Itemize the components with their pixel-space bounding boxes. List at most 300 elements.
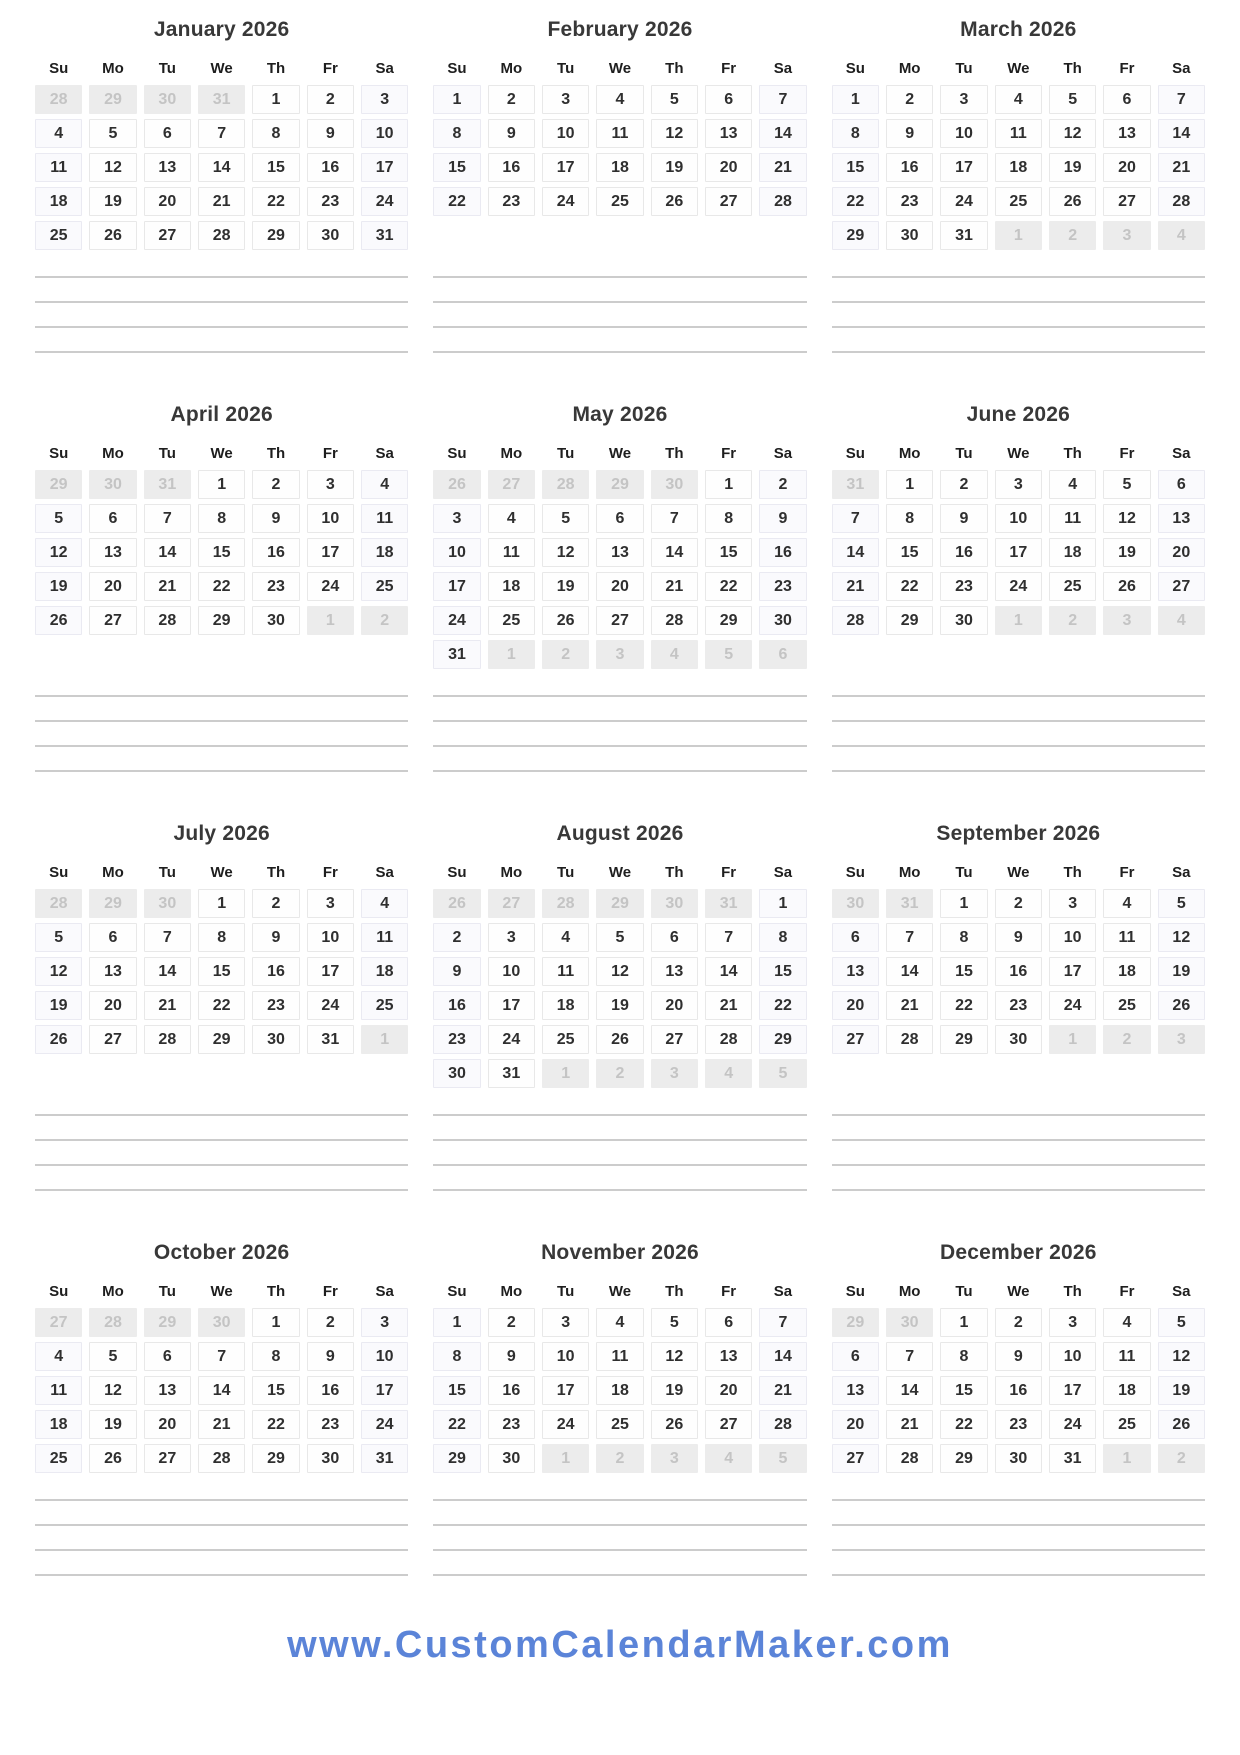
- weekday-header: Su: [845, 1282, 865, 1300]
- day-cell: 10: [361, 119, 408, 148]
- day-cell: 27: [705, 187, 752, 216]
- day-cell: 17: [1049, 1376, 1096, 1405]
- day-cell: 2: [307, 85, 354, 114]
- notes-lines: [433, 1473, 806, 1576]
- note-line: [433, 747, 806, 772]
- day-cell: 8: [252, 119, 299, 148]
- day-cell: 2: [596, 1444, 643, 1473]
- weekday-header: Sa: [1172, 863, 1191, 881]
- day-cell: 2: [488, 85, 535, 114]
- weeks-grid: [832, 470, 1205, 635]
- weekday-header: Su: [49, 59, 69, 77]
- day-cell: 17: [542, 153, 589, 182]
- day-cell: 27: [488, 470, 535, 499]
- day-cell: 18: [35, 1410, 82, 1439]
- day-cell: 9: [488, 119, 535, 148]
- day-cell: 22: [832, 187, 879, 216]
- day-cell: 4: [361, 889, 408, 918]
- day-cell: 16: [886, 153, 933, 182]
- day-cell: 15: [198, 538, 245, 567]
- weekday-header: We: [608, 1282, 632, 1300]
- weekday-header: Fr: [322, 863, 338, 881]
- weekday-header-row: [35, 58, 408, 78]
- day-cell: 3: [995, 470, 1042, 499]
- day-cell: 30: [759, 606, 806, 635]
- month-title: April 2026: [170, 403, 273, 426]
- day-cell: 12: [1049, 119, 1096, 148]
- day-cell: 30: [144, 889, 191, 918]
- day-cell: 24: [488, 1025, 535, 1054]
- day-cell: 18: [995, 153, 1042, 182]
- day-cell: 1: [542, 1059, 589, 1088]
- day-cell: 31: [433, 640, 480, 669]
- weekday-header: Mo: [500, 1282, 523, 1300]
- weekday-header: Fr: [322, 1282, 338, 1300]
- weekday-header: Sa: [773, 1282, 793, 1300]
- day-cell: 5: [1158, 889, 1205, 918]
- day-cell: 28: [886, 1025, 933, 1054]
- day-cell: 31: [307, 1025, 354, 1054]
- day-cell: 1: [940, 1308, 987, 1337]
- note-line: [832, 328, 1205, 353]
- notes-lines: [35, 1088, 408, 1191]
- day-cell: 16: [433, 991, 480, 1020]
- weekday-header: Tu: [557, 444, 575, 462]
- weekday-header: Sa: [1172, 59, 1191, 77]
- day-cell: 21: [144, 991, 191, 1020]
- month-november: [433, 1233, 806, 1576]
- day-cell: 29: [198, 1025, 245, 1054]
- note-line: [35, 1526, 408, 1551]
- weekday-header: Sa: [773, 863, 793, 881]
- months-grid: [35, 10, 1205, 1576]
- weeks-grid: [35, 85, 408, 250]
- weekday-header: Th: [1063, 1282, 1082, 1300]
- day-cell: 9: [307, 119, 354, 148]
- day-cell: 20: [1103, 153, 1150, 182]
- note-line: [433, 1116, 806, 1141]
- weekday-header: Sa: [375, 59, 394, 77]
- day-cell: 16: [995, 957, 1042, 986]
- day-cell: 1: [995, 221, 1042, 250]
- day-cell: 3: [596, 640, 643, 669]
- day-cell: 15: [433, 1376, 480, 1405]
- day-cell: 11: [35, 1376, 82, 1405]
- note-line: [35, 722, 408, 747]
- day-cell: 10: [307, 504, 354, 533]
- weekday-header: Fr: [1119, 1282, 1135, 1300]
- day-cell: 23: [940, 572, 987, 601]
- day-cell: 4: [596, 1308, 643, 1337]
- day-cell: 21: [759, 1376, 806, 1405]
- day-cell: 3: [651, 1444, 698, 1473]
- day-cell: 1: [995, 606, 1042, 635]
- day-cell: 19: [35, 572, 82, 601]
- weekday-header: Sa: [375, 863, 394, 881]
- day-cell: 3: [307, 889, 354, 918]
- day-cell: 31: [198, 85, 245, 114]
- note-line: [433, 278, 806, 303]
- day-cell: 4: [35, 1342, 82, 1371]
- day-cell: 30: [144, 85, 191, 114]
- day-cell: 26: [89, 1444, 136, 1473]
- weekday-header: Th: [266, 863, 286, 881]
- day-cell: 9: [307, 1342, 354, 1371]
- day-cell: 29: [596, 889, 643, 918]
- day-cell: 12: [651, 119, 698, 148]
- day-cell: 29: [252, 221, 299, 250]
- weekday-header: Tu: [158, 863, 176, 881]
- note-line: [35, 1116, 408, 1141]
- day-cell: 28: [759, 187, 806, 216]
- day-cell: 26: [1158, 1410, 1205, 1439]
- day-cell: 13: [89, 957, 136, 986]
- weekday-header: Fr: [322, 444, 338, 462]
- day-cell: 11: [596, 1342, 643, 1371]
- weekday-header: We: [210, 444, 233, 462]
- weekday-header: We: [210, 863, 233, 881]
- day-cell: 12: [542, 538, 589, 567]
- day-cell: 19: [651, 1376, 698, 1405]
- day-cell: 16: [759, 538, 806, 567]
- day-cell: 9: [940, 504, 987, 533]
- day-cell: 6: [1103, 85, 1150, 114]
- note-line: [35, 303, 408, 328]
- day-cell: 27: [651, 1025, 698, 1054]
- day-cell: 3: [1158, 1025, 1205, 1054]
- day-cell: 10: [433, 538, 480, 567]
- day-cell: 8: [940, 923, 987, 952]
- note-line: [832, 669, 1205, 697]
- day-cell: 5: [651, 1308, 698, 1337]
- day-cell: 15: [252, 153, 299, 182]
- day-cell: 23: [488, 1410, 535, 1439]
- day-cell: 14: [705, 957, 752, 986]
- weekday-header: Th: [665, 59, 684, 77]
- day-cell: 20: [832, 991, 879, 1020]
- day-cell: 14: [759, 1342, 806, 1371]
- day-cell: 2: [252, 470, 299, 499]
- day-cell: 8: [832, 119, 879, 148]
- day-cell: 14: [1158, 119, 1205, 148]
- day-cell: 27: [832, 1444, 879, 1473]
- day-cell: 12: [35, 957, 82, 986]
- day-cell: 29: [89, 85, 136, 114]
- weekday-header: Fr: [1119, 59, 1135, 77]
- day-cell: 7: [832, 504, 879, 533]
- day-cell: 26: [1158, 991, 1205, 1020]
- day-cell: 5: [759, 1444, 806, 1473]
- day-cell: 30: [651, 470, 698, 499]
- month-july: [35, 814, 408, 1191]
- day-cell: 24: [433, 606, 480, 635]
- day-cell: 14: [759, 119, 806, 148]
- weekday-header-row: [433, 862, 806, 882]
- day-cell: 10: [995, 504, 1042, 533]
- day-cell: 4: [596, 85, 643, 114]
- day-cell: 21: [1158, 153, 1205, 182]
- day-cell: 1: [542, 1444, 589, 1473]
- day-cell: 12: [1158, 1342, 1205, 1371]
- day-cell: 19: [542, 572, 589, 601]
- day-cell: 27: [89, 1025, 136, 1054]
- day-cell: 24: [307, 991, 354, 1020]
- notes-lines: [433, 250, 806, 353]
- day-cell: 14: [886, 1376, 933, 1405]
- day-cell: 18: [488, 572, 535, 601]
- weekday-header: Su: [447, 444, 467, 462]
- day-cell: 19: [1103, 538, 1150, 567]
- weekday-header: Mo: [898, 863, 921, 881]
- day-cell: 7: [705, 923, 752, 952]
- day-cell: 12: [1103, 504, 1150, 533]
- note-line: [832, 303, 1205, 328]
- day-cell: 6: [705, 85, 752, 114]
- day-cell: 18: [596, 153, 643, 182]
- day-cell: 1: [488, 640, 535, 669]
- day-cell: 30: [886, 221, 933, 250]
- day-cell: 15: [886, 538, 933, 567]
- day-cell: 23: [488, 187, 535, 216]
- day-cell: 14: [832, 538, 879, 567]
- month-september: [832, 814, 1205, 1191]
- day-cell: 10: [1049, 923, 1096, 952]
- day-cell: 23: [252, 991, 299, 1020]
- day-cell: 5: [89, 1342, 136, 1371]
- day-cell: 13: [596, 538, 643, 567]
- weekday-header-row: [433, 58, 806, 78]
- day-cell: 22: [198, 991, 245, 1020]
- day-cell: 16: [307, 1376, 354, 1405]
- weekday-header: Th: [266, 59, 286, 77]
- day-cell: 1: [1049, 1025, 1096, 1054]
- day-cell: 19: [89, 1410, 136, 1439]
- month-title: February 2026: [547, 18, 693, 41]
- day-cell: 26: [651, 1410, 698, 1439]
- month-title: October 2026: [153, 1241, 290, 1264]
- weekday-header: Su: [447, 59, 467, 77]
- day-cell: 10: [542, 1342, 589, 1371]
- weeks-grid: [35, 1308, 408, 1473]
- day-cell: 10: [542, 119, 589, 148]
- day-cell: 18: [1103, 1376, 1150, 1405]
- day-cell: 11: [542, 957, 589, 986]
- day-cell: 23: [886, 187, 933, 216]
- day-cell: 28: [144, 1025, 191, 1054]
- note-line: [35, 1141, 408, 1166]
- day-cell: 16: [307, 153, 354, 182]
- weekday-header: Th: [665, 863, 684, 881]
- day-cell: 14: [198, 153, 245, 182]
- day-cell: 3: [361, 1308, 408, 1337]
- day-cell: 4: [1103, 889, 1150, 918]
- day-cell: 31: [488, 1059, 535, 1088]
- day-cell: 11: [488, 538, 535, 567]
- day-cell: 13: [1103, 119, 1150, 148]
- day-cell: 9: [433, 957, 480, 986]
- day-cell: 21: [144, 572, 191, 601]
- day-cell: 29: [705, 606, 752, 635]
- day-cell: 29: [89, 889, 136, 918]
- note-line: [35, 669, 408, 697]
- note-line: [832, 1551, 1205, 1576]
- notes-lines: [35, 1473, 408, 1576]
- day-cell: 19: [1158, 1376, 1205, 1405]
- day-cell: 21: [759, 153, 806, 182]
- day-cell: 26: [542, 606, 589, 635]
- day-cell: 6: [759, 640, 806, 669]
- month-title: December 2026: [939, 1241, 1097, 1264]
- day-cell: 7: [198, 119, 245, 148]
- weekday-header: Sa: [375, 1282, 394, 1300]
- day-cell: 23: [995, 991, 1042, 1020]
- day-cell: 21: [705, 991, 752, 1020]
- day-cell: 13: [89, 538, 136, 567]
- day-cell: 24: [1049, 1410, 1096, 1439]
- day-cell: 3: [651, 1059, 698, 1088]
- weekday-header: Sa: [1172, 444, 1191, 462]
- day-cell: 29: [252, 1444, 299, 1473]
- day-cell: 25: [596, 187, 643, 216]
- day-cell: 29: [832, 1308, 879, 1337]
- day-cell: 17: [307, 538, 354, 567]
- day-cell: 2: [1103, 1025, 1150, 1054]
- day-cell: 23: [433, 1025, 480, 1054]
- day-cell: 5: [1158, 1308, 1205, 1337]
- day-cell: 27: [596, 606, 643, 635]
- weekday-header: Th: [1063, 444, 1082, 462]
- day-cell: 15: [705, 538, 752, 567]
- note-line: [35, 278, 408, 303]
- weekday-header-row: [832, 58, 1205, 78]
- day-cell: 28: [542, 889, 589, 918]
- day-cell: 1: [832, 85, 879, 114]
- day-cell: 17: [488, 991, 535, 1020]
- day-cell: 3: [940, 85, 987, 114]
- day-cell: 3: [1103, 606, 1150, 635]
- day-cell: 25: [361, 572, 408, 601]
- weekday-header: Tu: [158, 1282, 176, 1300]
- month-title: August 2026: [556, 822, 684, 845]
- day-cell: 4: [1049, 470, 1096, 499]
- day-cell: 9: [252, 504, 299, 533]
- day-cell: 2: [252, 889, 299, 918]
- day-cell: 18: [1049, 538, 1096, 567]
- weekday-header: Tu: [955, 59, 973, 77]
- day-cell: 2: [1049, 606, 1096, 635]
- note-line: [832, 697, 1205, 722]
- day-cell: 15: [832, 153, 879, 182]
- day-cell: 3: [488, 923, 535, 952]
- footer-url: www.CustomCalendarMaker.com: [287, 1624, 953, 1666]
- note-line: [832, 1141, 1205, 1166]
- weekday-header: Fr: [322, 59, 338, 77]
- month-december: [832, 1233, 1205, 1576]
- day-cell: 31: [361, 1444, 408, 1473]
- day-cell: 7: [198, 1342, 245, 1371]
- day-cell: 4: [488, 504, 535, 533]
- day-cell: 16: [488, 153, 535, 182]
- day-cell: 29: [35, 470, 82, 499]
- day-cell: 25: [995, 187, 1042, 216]
- day-cell: 7: [759, 1308, 806, 1337]
- note-line: [832, 1116, 1205, 1141]
- day-cell: 24: [542, 1410, 589, 1439]
- day-cell: 9: [759, 504, 806, 533]
- day-cell: 18: [361, 538, 408, 567]
- day-cell: 11: [361, 504, 408, 533]
- day-cell: 8: [198, 504, 245, 533]
- note-line: [433, 328, 806, 353]
- weeks-grid: [433, 85, 806, 216]
- note-line: [433, 722, 806, 747]
- day-cell: 7: [144, 504, 191, 533]
- day-cell: 15: [940, 957, 987, 986]
- weekday-header: Tu: [158, 59, 176, 77]
- day-cell: 3: [307, 470, 354, 499]
- weeks-grid: [832, 85, 1205, 250]
- day-cell: 4: [35, 119, 82, 148]
- day-cell: 13: [144, 1376, 191, 1405]
- day-cell: 28: [542, 470, 589, 499]
- weekday-header: Mo: [102, 863, 124, 881]
- day-cell: 22: [886, 572, 933, 601]
- day-cell: 24: [361, 187, 408, 216]
- weekday-header: Mo: [500, 59, 523, 77]
- day-cell: 2: [886, 85, 933, 114]
- note-line: [35, 250, 408, 278]
- day-cell: 29: [433, 1444, 480, 1473]
- day-cell: 30: [252, 606, 299, 635]
- day-cell: 28: [886, 1444, 933, 1473]
- day-cell: 1: [361, 1025, 408, 1054]
- weekday-header: We: [210, 1282, 233, 1300]
- note-line: [35, 1166, 408, 1191]
- weekday-header: Su: [845, 863, 865, 881]
- day-cell: 1: [307, 606, 354, 635]
- day-cell: 6: [832, 1342, 879, 1371]
- day-cell: 12: [596, 957, 643, 986]
- day-cell: 3: [1049, 889, 1096, 918]
- day-cell: 17: [995, 538, 1042, 567]
- day-cell: 6: [144, 1342, 191, 1371]
- weekday-header: Su: [845, 59, 865, 77]
- weeks-grid: [832, 1308, 1205, 1473]
- day-cell: 17: [542, 1376, 589, 1405]
- day-cell: 12: [89, 1376, 136, 1405]
- weekday-header: Tu: [158, 444, 176, 462]
- weekday-header: Su: [845, 444, 865, 462]
- day-cell: 8: [705, 504, 752, 533]
- day-cell: 26: [433, 470, 480, 499]
- day-cell: 22: [252, 187, 299, 216]
- month-title: May 2026: [572, 403, 668, 426]
- day-cell: 28: [1158, 187, 1205, 216]
- day-cell: 24: [307, 572, 354, 601]
- day-cell: 29: [940, 1444, 987, 1473]
- day-cell: 22: [940, 991, 987, 1020]
- weekday-header: Th: [665, 1282, 684, 1300]
- day-cell: 19: [596, 991, 643, 1020]
- day-cell: 5: [35, 923, 82, 952]
- day-cell: 15: [198, 957, 245, 986]
- day-cell: 6: [89, 923, 136, 952]
- month-april: [35, 395, 408, 772]
- day-cell: 9: [252, 923, 299, 952]
- weekday-header: Su: [447, 1282, 467, 1300]
- day-cell: 12: [89, 153, 136, 182]
- day-cell: 23: [759, 572, 806, 601]
